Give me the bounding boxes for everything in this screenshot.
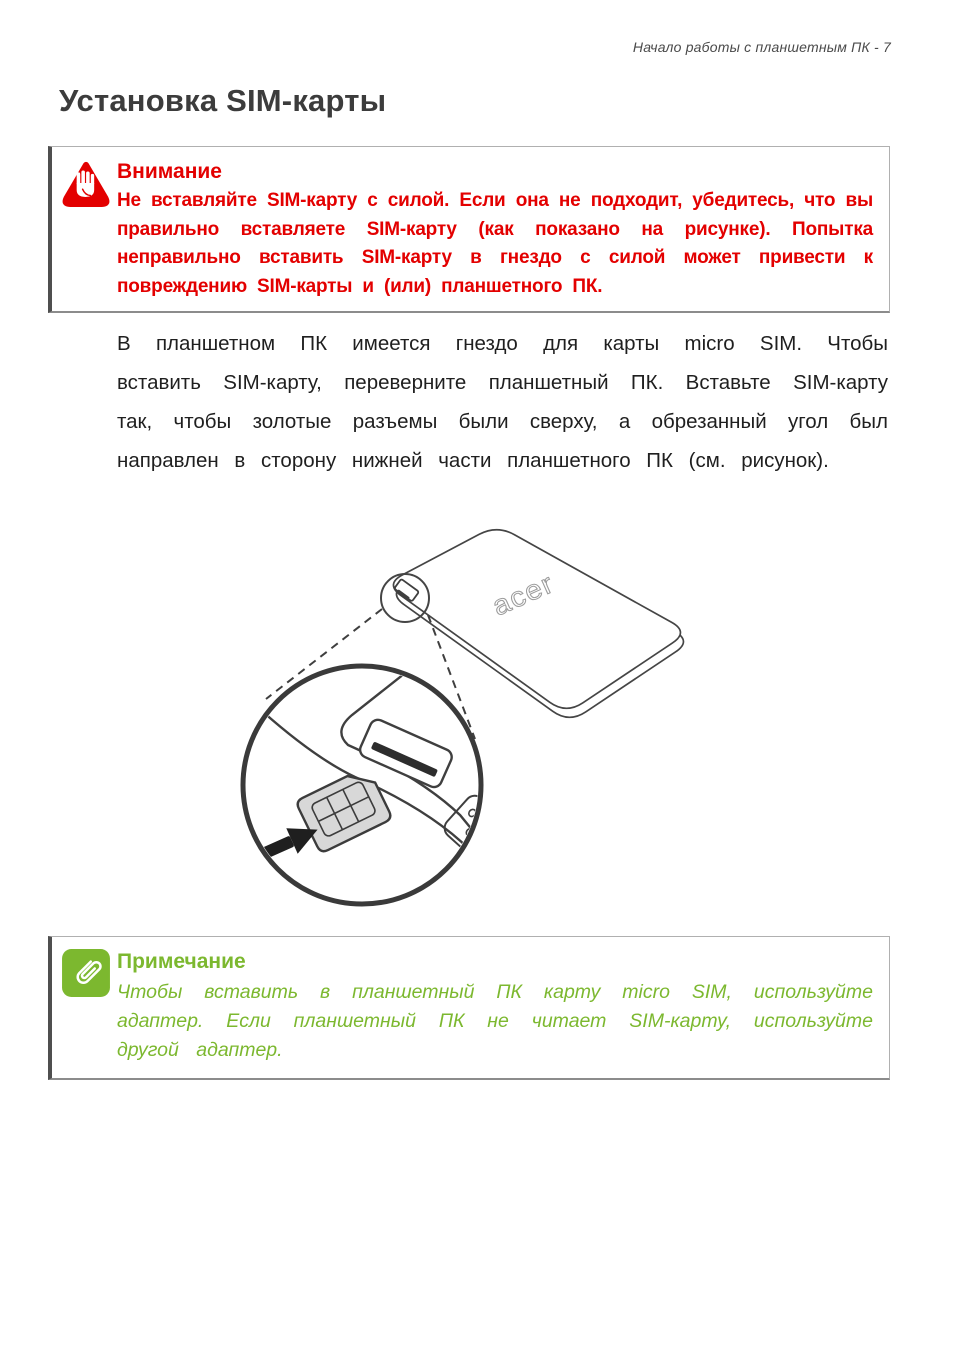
note-text: Чтобы вставить в планшетный ПК карту micro SIM, используйте адаптер. Если планшетный ПК не читает SIM-карту, используйте другой адаптер. xyxy=(117,981,873,1061)
sim-insertion-illustration xyxy=(0,515,954,940)
note-callout xyxy=(48,936,890,1080)
page-title: Установка SIM-карты xyxy=(59,83,387,118)
note-heading: Примечание xyxy=(117,950,246,973)
warning-heading: Внимание xyxy=(117,160,222,183)
warning-stop-hand-icon xyxy=(61,158,111,208)
tablet-back xyxy=(393,530,680,709)
warning-callout xyxy=(48,146,890,313)
intro-paragraph: В планшетном ПК имеется гнездо для карты micro SIM. Чтобы вставить SIM-карту, переверните планшетный ПК. Вставьте SIM-карту так, чтобы золотые разъемы были сверху, а обрезанный угол был направлен в сторону нижней части планшетного ПК (см. рисунок). xyxy=(117,332,888,472)
paperclip-icon xyxy=(61,948,111,998)
page-header-breadcrumb: Начало работы с планшетным ПК - 7 xyxy=(632,39,891,55)
warning-text: Не вставляйте SIM-карту с силой. Если она не подходит, убедитесь, что вы правильно вставляете SIM-карту (как показано на рисунке). Попытка неправильно вставить SIM-карту в гнездо с силой может привести к повреждению SIM-карты и (или) планшетного ПК. xyxy=(117,190,873,297)
acer-logo: acer xyxy=(487,568,560,623)
